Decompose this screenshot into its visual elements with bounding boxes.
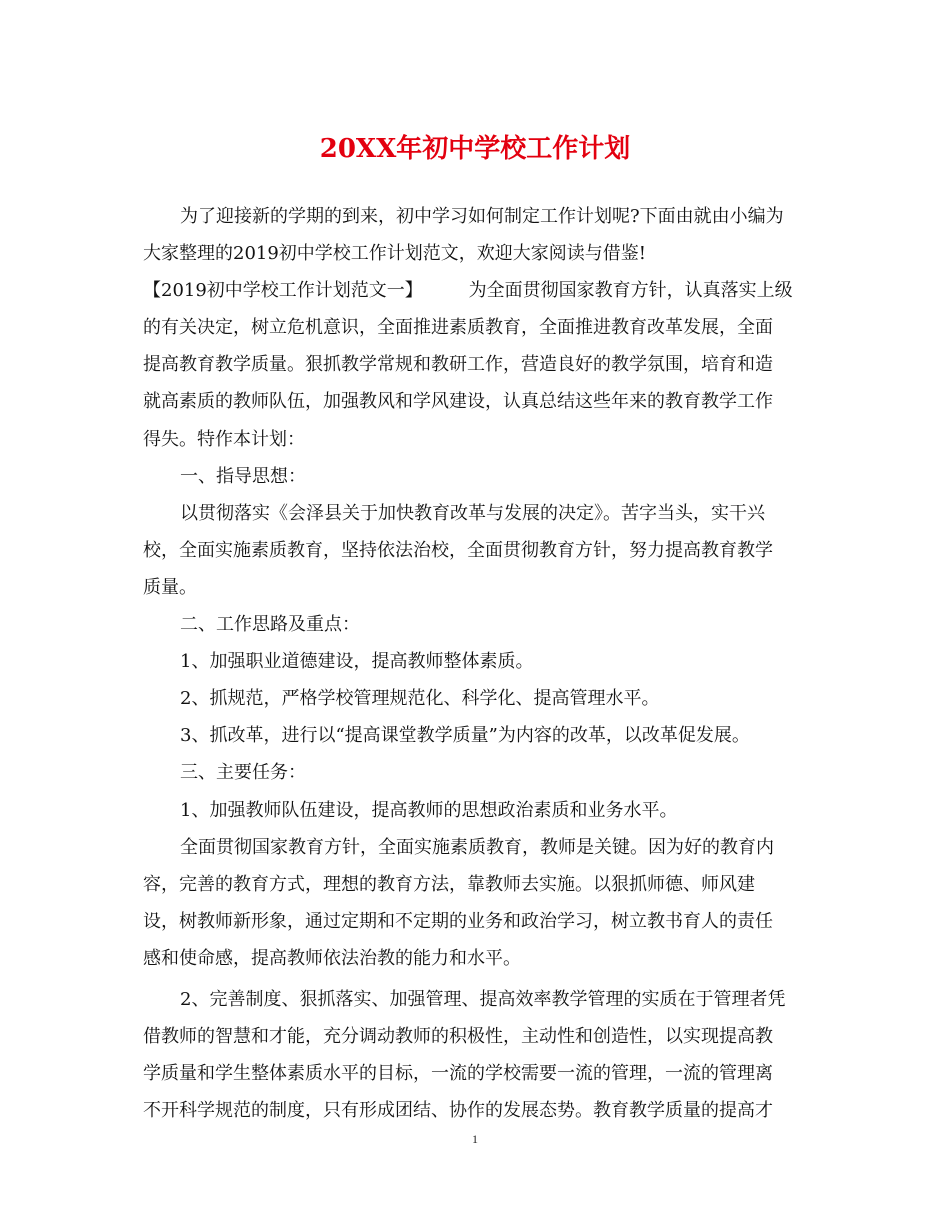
paragraph-line: 【2019初中学校工作计划范文一】 为全面贯彻国家教育方针，认真落实上级 (143, 280, 793, 302)
list-item: 1、加强职业道德建设，提高教师整体素质。 (180, 651, 534, 673)
paragraph-line: 全面贯彻国家教育方针，全面实施素质教育，教师是关键。因为好的教育内 (180, 836, 774, 858)
paragraph-line: 为了迎接新的学期的到来，初中学习如何制定工作计划呢?下面由就由小编为 (180, 206, 784, 227)
paragraph-line: 感和使命感，提高教师依法治教的能力和水平。 (143, 947, 521, 969)
document-body (143, 198, 813, 1129)
paragraph-line: 设，树教师新形象，通过定期和不定期的业务和政治学习，树立教书育人的责任 (143, 910, 773, 932)
paragraph-line: 2、完善制度、狠抓落实、加强管理、提高效率教学管理的实质在于管理者凭 (180, 988, 786, 1010)
page-number: 1 (472, 1132, 478, 1146)
list-item: 1、加强教师队伍建设，提高教师的思想政治素质和业务水平。 (180, 799, 678, 821)
section-heading: 二、工作思路及重点： (180, 614, 360, 636)
paragraph-line: 的有关决定，树立危机意识，全面推进素质教育，全面推进教育改革发展，全面 (143, 317, 773, 339)
paragraph-line: 校，全面实施素质教育，坚持依法治校，全面贯彻教育方针，努力提高教育教学 (143, 539, 773, 561)
paragraph-line: 得失。特作本计划： (143, 428, 305, 450)
section-heading: 三、主要任务： (180, 762, 306, 784)
section-heading: 一、指导思想： (180, 465, 306, 487)
list-item: 2、抓规范，严格学校管理规范化、科学化、提高管理水平。 (180, 688, 660, 710)
document-title: 20XX年初中学校工作计划 (319, 134, 631, 164)
paragraph-line: 学质量和学生整体素质水平的目标，一流的学校需要一流的管理，一流的管理离 (143, 1063, 773, 1085)
paragraph-line: 容，完善的教育方式，理想的教育方法，靠教师去实施。以狠抓师德、师风建 (143, 873, 755, 895)
paragraph-line: 借教师的智慧和才能，充分调动教师的积极性，主动性和创造性，以实现提高教 (143, 1026, 773, 1048)
paragraph-line: 大家整理的2019初中学校工作计划范文，欢迎大家阅读与借鉴! (143, 243, 647, 265)
paragraph-line: 不开科学规范的制度，只有形成团结、协作的发展态势。教育教学质量的提高才 (143, 1100, 773, 1122)
paragraph-line: 质量。 (143, 576, 197, 598)
paragraph-line: 就高素质的教师队伍，加强教风和学风建设，认真总结这些年来的教育教学工作 (143, 391, 773, 413)
list-item: 3、抓改革，进行以“提高课堂教学质量”为内容的改革，以改革促发展。 (180, 725, 750, 747)
paragraph-line: 以贯彻落实《会泽县关于加快教育改革与发展的决定》。苦字当头，实干兴 (180, 502, 765, 524)
paragraph-line: 提高教育教学质量。狠抓教学常规和教研工作，营造良好的教学氛围，培育和造 (143, 354, 773, 376)
